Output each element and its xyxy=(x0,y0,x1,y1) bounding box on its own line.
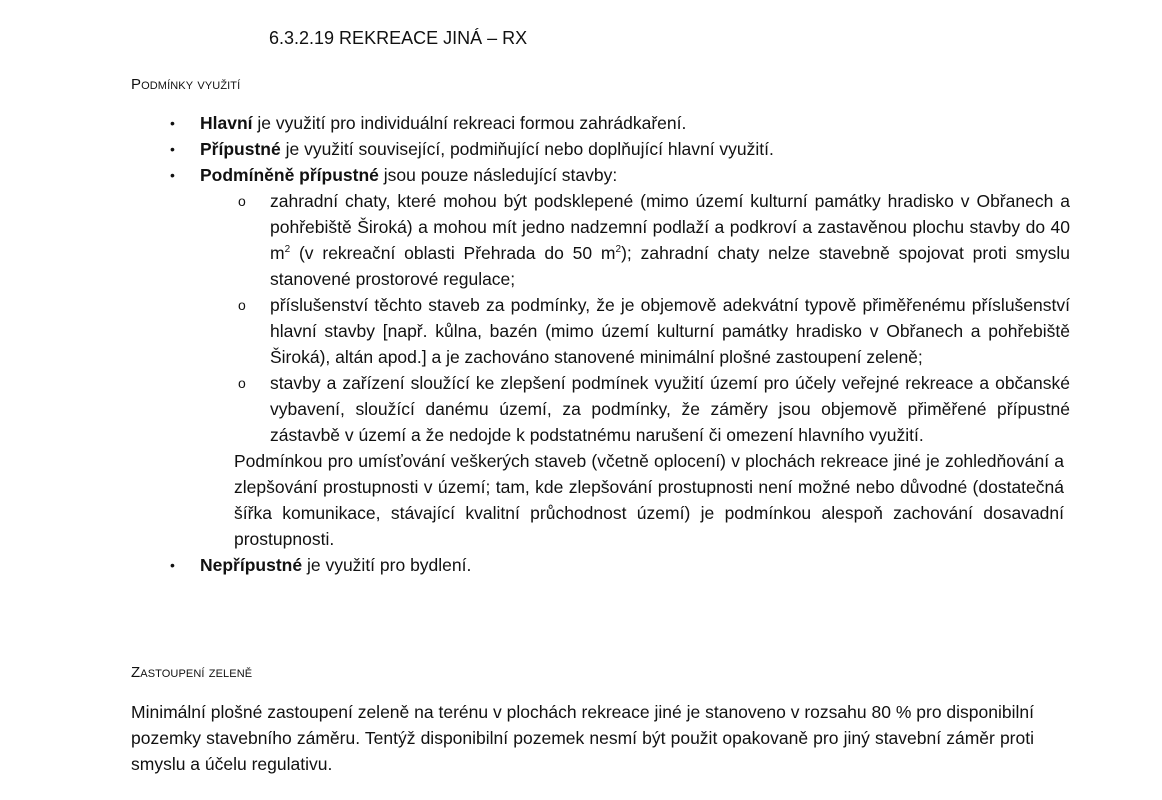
sub1-part-c: ); zahradní chaty nelze stavebně spojovat proti smyslu stanovené prostorové regulace; xyxy=(270,243,1070,289)
heading-green-share: Zastoupení zeleně xyxy=(131,664,253,681)
label-conditional: Podmíněně přípustné xyxy=(200,165,379,185)
circle-bullet-icon: o xyxy=(238,297,246,313)
text-main: je využití pro individuální rekreaci formou zahrádkaření. xyxy=(252,113,687,133)
usage-list xyxy=(170,110,1070,578)
green-share-paragraph: Minimální plošné zastoupení zeleně na terénu v plochách rekreace jiné je stanoveno v rozsahu 80 % pro disponibilní pozemky stavebního záměru. Tentýž disponibilní pozemek nesmí být použit opakovaně pro jiný stavební záměr proti smyslu a účelu regulativu. xyxy=(131,702,1034,774)
conditional-sublist xyxy=(236,188,1070,448)
section-title: 6.3.2.19 REKREACE JINÁ – RX xyxy=(269,28,528,48)
label-prohibited: Nepřípustné xyxy=(200,555,303,575)
bullet-icon: • xyxy=(170,167,175,183)
list-item-main-use xyxy=(170,110,1070,136)
sub1-part-a: zahradní chaty, které mohou být podsklepené (mimo území kulturní památky hradisko v Obřanech a pohřebiště Široká) a mohou mít jedno nadzemní podlaží a podkroví a zastavěnou plochu stavby do 40 m xyxy=(270,191,1070,263)
text-permitted: je využití související, podmiňující nebo doplňující hlavní využití. xyxy=(280,139,774,159)
superscript: 2 xyxy=(284,244,291,256)
bullet-icon: • xyxy=(170,557,175,573)
text-prohibited: je využití pro bydlení. xyxy=(302,555,472,575)
label-permitted: Přípustné xyxy=(200,139,281,159)
circle-bullet-icon: o xyxy=(238,193,246,209)
permeability-note: Podmínkou pro umísťování veškerých staveb (včetně oplocení) v plochách rekreace jiné je zohledňování a zlepšování prostupnosti v území; tam, kde zlepšování prostupnosti není možné nebo důvodné (dostatečná šířka komunikace, stávající kvalitní průchodnost území) je podmínkou alespoň zachování dosavadní prostupnosti. xyxy=(234,451,1064,549)
list-item-prohibited-use xyxy=(170,552,1070,578)
bullet-icon: • xyxy=(170,115,175,131)
superscript: 2 xyxy=(615,244,622,256)
bullet-icon: • xyxy=(170,141,175,157)
list-item-conditional-use xyxy=(170,162,1070,552)
sub2-text: příslušenství těchto staveb za podmínky, že je objemově adekvátní typově přiměřenému příslušenství hlavní stavby [např. kůlna, bazén (mimo území kulturní památky hradisko v Obřanech a pohřebiště Široká), altán apod.] a je zachováno stanovené minimální plošné zastoupení zeleně; xyxy=(270,295,1070,367)
heading-usage-conditions: Podmínky využití xyxy=(131,76,241,93)
sublist-item-accessories xyxy=(236,292,1070,370)
circle-bullet-icon: o xyxy=(238,375,246,391)
label-main: Hlavní xyxy=(200,113,253,133)
text-conditional: jsou pouze následující stavby: xyxy=(378,165,618,185)
sublist-item-public-recreation xyxy=(236,370,1070,448)
sub3-text: stavby a zařízení sloužící ke zlepšení podmínek využití území pro účely veřejné rekreace a občanské vybavení, sloužící danému území, za podmínky, že záměry jsou objemově přiměřené přípustné zástavbě v území a že nedojde k podstatnému narušení či omezení hlavního využití. xyxy=(270,373,1070,445)
sub1-part-b: (v rekreační oblasti Přehrada do 50 m xyxy=(290,243,616,263)
sublist-item-garden-cottages xyxy=(236,188,1070,292)
list-item-permitted-use xyxy=(170,136,1070,162)
